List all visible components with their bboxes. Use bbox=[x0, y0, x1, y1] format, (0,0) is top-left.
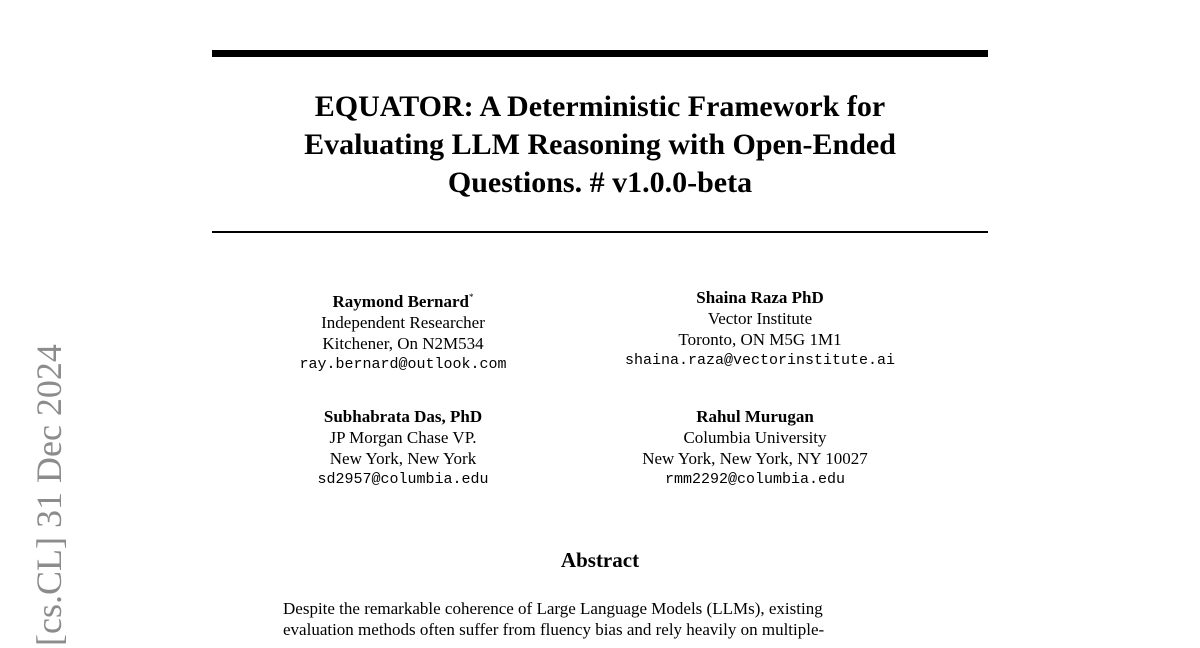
author-block-4 bbox=[580, 406, 930, 490]
author-location: Toronto, ON M5G 1M1 bbox=[678, 330, 842, 349]
author-block-3 bbox=[253, 406, 553, 490]
author-name: Raymond Bernard* bbox=[332, 292, 474, 311]
author-affiliation: Independent Researcher bbox=[321, 313, 485, 332]
author-name: Shaina Raza PhD bbox=[696, 288, 824, 307]
abstract-line: evaluation methods often suffer from fluency bias and rely heavily on multiple- bbox=[283, 620, 825, 639]
arxiv-side-stamp: [cs.CL] 31 Dec 2024 bbox=[29, 344, 69, 646]
author-block-2 bbox=[580, 287, 940, 371]
title-bottom-rule bbox=[212, 231, 988, 233]
author-email[interactable]: rmm2292@columbia.edu bbox=[664, 471, 846, 488]
author-location: Kitchener, On N2M534 bbox=[322, 334, 484, 353]
author-name: Rahul Murugan bbox=[696, 407, 814, 426]
abstract-body bbox=[283, 598, 919, 640]
title-line: Questions. # v1.0.0-beta bbox=[447, 166, 753, 199]
paper-title bbox=[212, 88, 988, 202]
author-email[interactable]: sd2957@columbia.edu bbox=[317, 471, 489, 488]
author-footnote-mark: * bbox=[468, 292, 474, 302]
author-affiliation: JP Morgan Chase VP. bbox=[329, 428, 477, 447]
author-affiliation: Columbia University bbox=[683, 428, 827, 447]
author-email[interactable]: shaina.raza@vectorinstitute.ai bbox=[624, 352, 896, 369]
author-block-1 bbox=[253, 287, 553, 375]
top-rule bbox=[212, 50, 988, 57]
author-location: New York, New York, NY 10027 bbox=[642, 449, 868, 468]
abstract-line: Despite the remarkable coherence of Large Language Models (LLMs), existing bbox=[283, 599, 823, 618]
author-location: New York, New York bbox=[329, 449, 477, 468]
title-line: EQUATOR: A Deterministic Framework for bbox=[314, 90, 886, 123]
author-email[interactable]: ray.bernard@outlook.com bbox=[299, 356, 507, 373]
title-line: Evaluating LLM Reasoning with Open-Ended bbox=[304, 128, 896, 161]
author-affiliation: Vector Institute bbox=[707, 309, 813, 328]
abstract-heading: Abstract bbox=[560, 548, 640, 572]
author-name: Subhabrata Das, PhD bbox=[323, 407, 483, 426]
